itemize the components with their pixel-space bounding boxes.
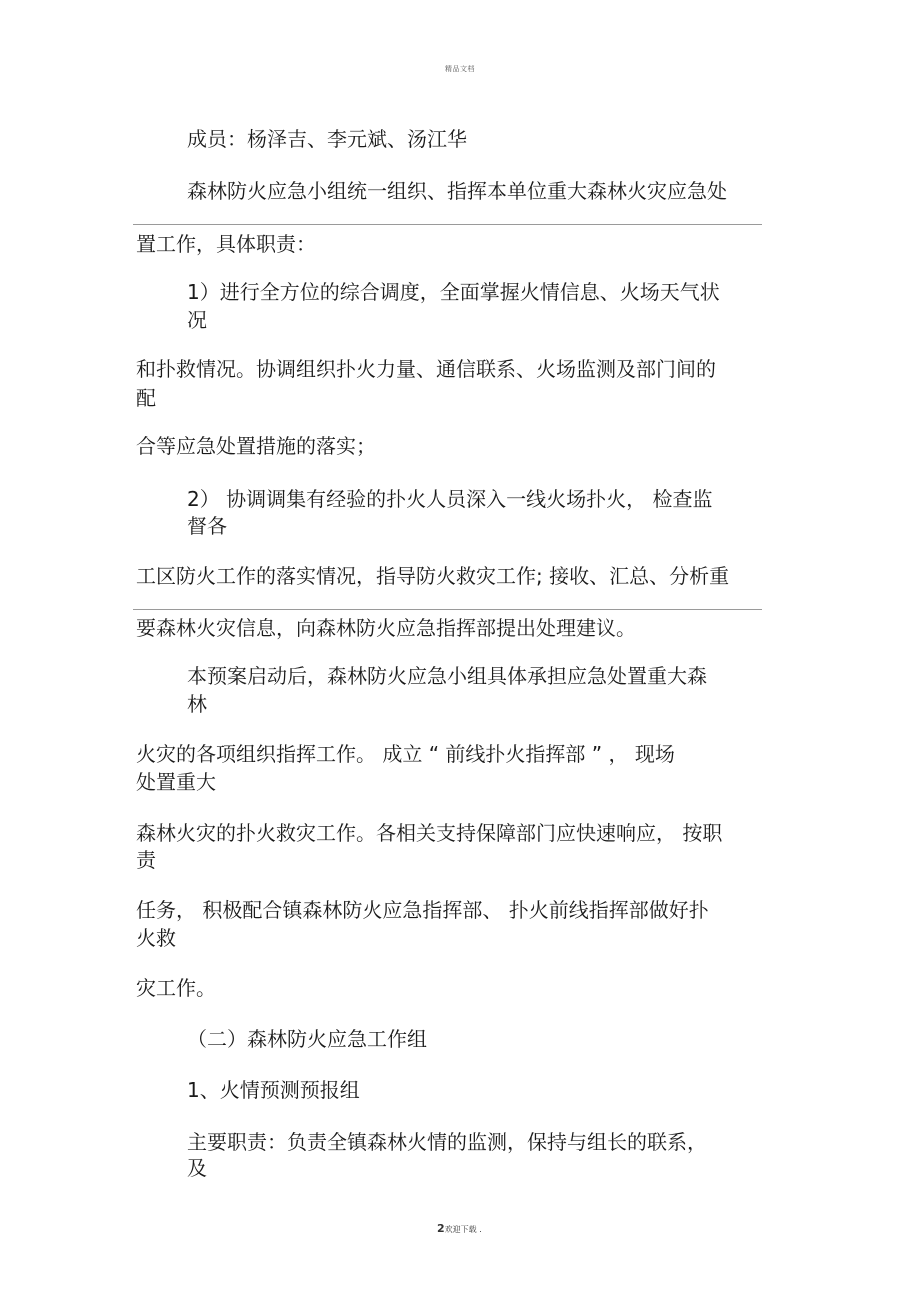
footer-text: 欢迎下载 . bbox=[444, 1225, 482, 1234]
text-line: 任务， 积极配合镇森林防火应急指挥部、 扑火前线指挥部做好扑 bbox=[136, 898, 709, 922]
text-line: 配 bbox=[136, 386, 156, 410]
text-line: 灾工作。 bbox=[136, 976, 216, 1000]
page-number: 2 bbox=[437, 1222, 445, 1235]
page-footer bbox=[437, 1222, 482, 1235]
text-line: 林 bbox=[187, 692, 207, 716]
text-line: 主要职责：负责全镇森林火情的监测，保持与组长的联系， bbox=[187, 1130, 707, 1154]
section-heading: （二）森林防火应急工作组 bbox=[187, 1027, 427, 1051]
subsection-heading: 1、火情预测预报组 bbox=[187, 1078, 360, 1102]
header-mark: 精品文档 bbox=[445, 65, 475, 73]
text-line: 合等应急处置措施的落实； bbox=[136, 434, 376, 458]
text-line: 火救 bbox=[136, 926, 176, 950]
text-line: 况 bbox=[187, 308, 207, 332]
text-line: 森林防火应急小组统一组织、指挥本单位重大森林火灾应急处 bbox=[187, 179, 727, 203]
text-line: 工区防火工作的落实情况，指导防火救灾工作; 接收、汇总、分析重 bbox=[136, 564, 730, 588]
text-line: 要森林火灾信息，向森林防火应急指挥部提出处理建议。 bbox=[136, 616, 636, 640]
text-line: 2） 协调调集有经验的扑火人员深入一线火场扑火， 检查监 bbox=[187, 487, 713, 511]
separator-rule bbox=[133, 609, 762, 610]
text-line: 森林火灾的扑火救灾工作。各相关支持保障部门应快速响应， 按职 bbox=[136, 821, 723, 845]
text-line: 本预案启动后，森林防火应急小组具体承担应急处置重大森 bbox=[187, 664, 707, 688]
text-line: 成员：杨泽吉、李元斌、汤江华 bbox=[187, 127, 467, 151]
text-line: 督各 bbox=[187, 514, 227, 538]
text-line: 1）进行全方位的综合调度，全面掌握火情信息、火场天气状 bbox=[187, 280, 720, 304]
text-line: 及 bbox=[187, 1156, 207, 1180]
text-line: 处置重大 bbox=[136, 770, 216, 794]
text-line: 责 bbox=[136, 848, 156, 872]
separator-rule bbox=[133, 224, 762, 225]
text-line: 火灾的各项组织指挥工作。 成立 “ 前线扑火指挥部 ” ， 现场 bbox=[136, 742, 675, 766]
text-line: 和扑救情况。协调组织扑火力量、通信联系、火场监测及部门间的 bbox=[136, 357, 716, 381]
text-line: 置工作，具体职责： bbox=[136, 232, 316, 256]
